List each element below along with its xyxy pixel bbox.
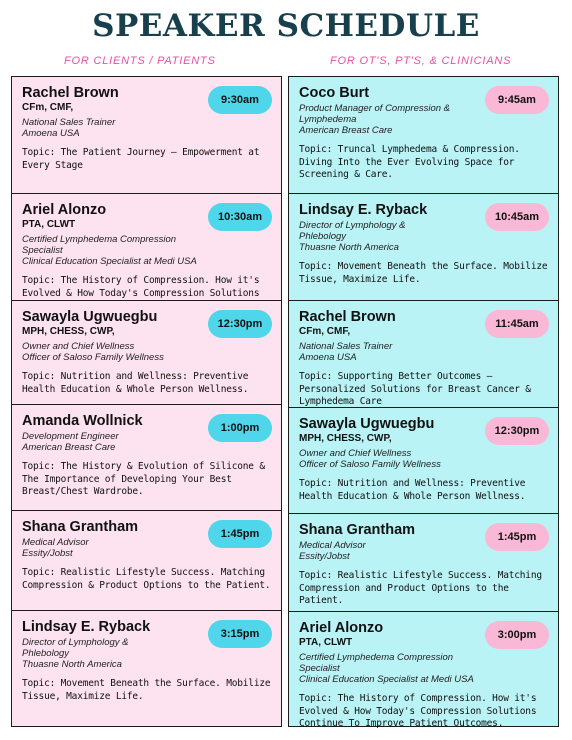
speaker-card: [11, 300, 282, 405]
session-topic: Topic: Nutrition and Wellness: Preventive Health Education & Whole Person Wellness.: [299, 478, 526, 502]
speaker-credentials: MPH, CHESS, CWP,: [299, 433, 392, 444]
session-topic: Topic: Nutrition and Wellness: Preventive Health Education & Whole Person Wellness.: [22, 371, 249, 395]
speaker-card: [11, 404, 282, 511]
speaker-credentials: CFm, CMF,: [299, 326, 351, 337]
session-time-badge: 9:30am: [208, 86, 272, 114]
speaker-name: Sawayla Ugwuegbu: [299, 416, 435, 432]
session-time-badge: 11:45am: [485, 310, 549, 338]
speaker-credentials: MPH, CHESS, CWP,: [22, 326, 115, 337]
speaker-role-line: Officer of Saloso Family Wellness: [299, 459, 441, 470]
speaker-role-line: Amoena USA: [299, 352, 357, 363]
speaker-role-line: Essity/Jobst: [299, 551, 350, 562]
session-topic: Topic: The History of Compression. How it's Evolved & How Today's Compression Solutions: [22, 275, 260, 299]
speaker-role-line: Amoena USA: [22, 128, 80, 139]
speaker-name: Shana Grantham: [22, 519, 139, 535]
speaker-role-line: Officer of Saloso Family Wellness: [22, 352, 164, 363]
speaker-card: [11, 76, 282, 194]
speaker-card: [288, 76, 559, 194]
speaker-name: Ariel Alonzo: [22, 202, 107, 218]
speaker-role-line: Product Manager of Compression &: [299, 103, 451, 114]
session-time-badge: 1:00pm: [208, 414, 272, 442]
session-topic: Topic: Movement Beneath the Surface. Mobilize Tissue, Maximize Life.: [22, 678, 271, 702]
session-topic: Topic: Realistic Lifestyle Success. Matching Compression and Product Options to the Patient.: [299, 570, 542, 606]
speaker-role-line: Essity/Jobst: [22, 548, 73, 559]
speaker-card: [288, 300, 559, 408]
speaker-name: Ariel Alonzo: [299, 620, 384, 636]
speaker-role-line: Development Engineer: [22, 431, 119, 442]
speaker-card: [288, 611, 559, 727]
session-topic: Topic: Movement Beneath the Surface. Mobilize Tissue, Maximize Life.: [299, 261, 548, 285]
speaker-name: Amanda Wollnick: [22, 413, 143, 429]
speaker-name: Shana Grantham: [299, 522, 416, 538]
session-topic: Topic: The History & Evolution of Silicone & The Importance of Developing Your Best Breast/Chest Wardrobe.: [22, 461, 265, 497]
speaker-credentials: PTA, CLWT: [22, 219, 76, 230]
speaker-role-line: Medical Advisor: [22, 537, 89, 548]
left-column-heading: FOR CLIENTS / PATIENTS: [64, 55, 216, 67]
session-time-badge: 1:45pm: [208, 520, 272, 548]
speaker-card: [11, 610, 282, 727]
speaker-role-line: Certified Lymphedema Compression Specialist: [299, 652, 454, 674]
speaker-role-line: Medical Advisor: [299, 540, 366, 551]
speaker-role-line: Owner and Chief Wellness: [299, 448, 412, 459]
speaker-credentials: CFm, CMF,: [22, 102, 74, 113]
speaker-role-line: National Sales Trainer: [299, 341, 393, 352]
speaker-role-line: American Breast Care: [299, 125, 393, 136]
speaker-credentials: PTA, CLWT: [299, 637, 353, 648]
speaker-role-line: Thuasne North America: [299, 242, 399, 253]
speaker-role-line: Director of Lymphology &: [299, 220, 406, 231]
speaker-role-line: Lymphedema: [299, 114, 357, 125]
speaker-name: Sawayla Ugwuegbu: [22, 309, 158, 325]
speaker-role-line: Clinical Education Specialist at Medi USA: [22, 256, 197, 267]
speaker-name: Coco Burt: [299, 85, 370, 101]
speaker-role-line: Thuasne North America: [22, 659, 122, 670]
session-time-badge: 10:45am: [485, 203, 549, 231]
speaker-role: [22, 341, 271, 363]
session-time-badge: 3:15pm: [208, 620, 272, 648]
speaker-role-line: National Sales Trainer: [22, 117, 116, 128]
speaker-card: [11, 510, 282, 611]
session-topic: Topic: Supporting Better Outcomes – Personalized Solutions for Breast Cancer & Lymphedema Care: [299, 371, 531, 407]
speaker-role: [22, 234, 271, 267]
page-title: SPEAKER SCHEDULE: [92, 8, 480, 44]
session-time-badge: 1:45pm: [485, 523, 549, 551]
right-column-heading: FOR OT'S, PT'S, & CLINICIANS: [330, 55, 512, 67]
speaker-name: Lindsay E. Ryback: [22, 619, 151, 635]
speaker-card: [288, 407, 559, 514]
session-time-badge: 10:30am: [208, 203, 272, 231]
speaker-role-line: American Breast Care: [22, 442, 116, 453]
session-time-badge: 9:45am: [485, 86, 549, 114]
speaker-role: [299, 448, 548, 470]
speaker-role: [299, 652, 548, 685]
speaker-role: [22, 117, 271, 139]
speaker-name: Rachel Brown: [299, 309, 396, 325]
session-topic: Topic: Truncal Lymphedema & Compression. Diving Into the Ever Evolving Space for Screening & Care.: [299, 144, 520, 180]
session-topic: Topic: The Patient Journey – Empowerment at Every Stage: [22, 147, 260, 171]
speaker-role-line: Clinical Education Specialist at Medi USA: [299, 674, 474, 685]
speaker-card: [11, 193, 282, 301]
speaker-name: Lindsay E. Ryback: [299, 202, 428, 218]
speaker-name: Rachel Brown: [22, 85, 119, 101]
speaker-card: [288, 513, 559, 612]
session-time-badge: 12:30pm: [208, 310, 272, 338]
speaker-role-line: Owner and Chief Wellness: [22, 341, 135, 352]
session-topic: Topic: Realistic Lifestyle Success. Matching Compression & Product Options to the Patient.: [22, 567, 271, 591]
speaker-role-line: Phlebology: [299, 231, 347, 242]
session-topic: Topic: The History of Compression. How it's Evolved & How Today's Compression Solutions Continue To Improve Patient Outcomes.: [299, 693, 537, 729]
session-time-badge: 3:00pm: [485, 621, 549, 649]
speaker-role-line: Director of Lymphology &: [22, 637, 129, 648]
speaker-role: [299, 341, 548, 363]
speaker-role-line: Certified Lymphedema Compression Specialist: [22, 234, 177, 256]
speaker-card: [288, 193, 559, 301]
speaker-role-line: Phlebology: [22, 648, 70, 659]
session-time-badge: 12:30pm: [485, 417, 549, 445]
